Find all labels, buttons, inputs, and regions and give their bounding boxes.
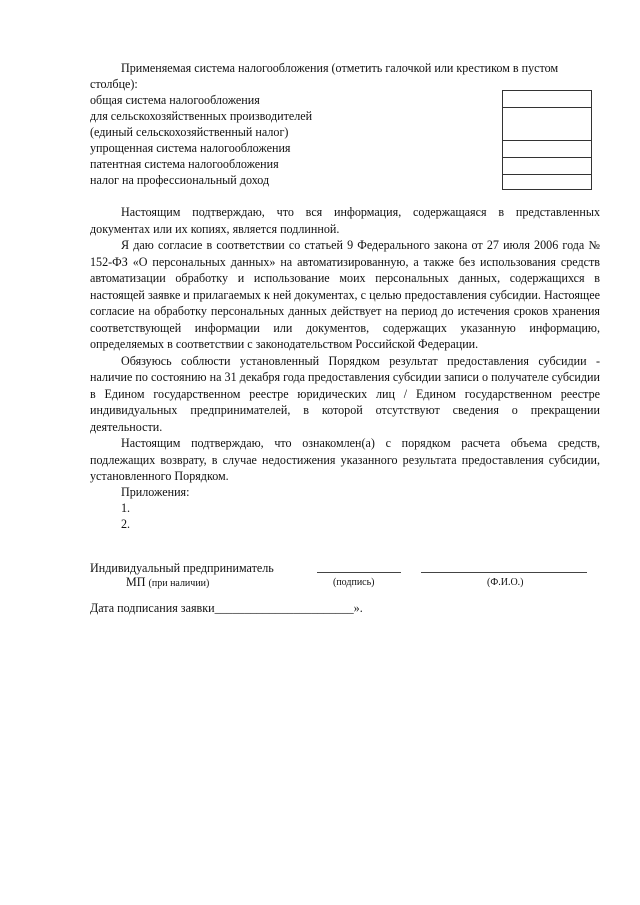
acknowledgement-paragraph: Настоящим подтверждаю, что ознакомлен(а) с порядком расчета объема средств, подлежащих возврату, в случае недостижения указанного результата предоставления субсидии, установленного Порядком.: [90, 436, 600, 483]
tax-checkbox-patent[interactable]: [503, 158, 592, 175]
stamp-note: (при наличии): [148, 578, 210, 589]
tax-checkbox-simplified[interactable]: [503, 141, 592, 158]
signature-caption: (подпись): [333, 577, 375, 588]
signing-date-suffix: ».: [353, 601, 363, 615]
stamp-label: МП: [126, 575, 146, 589]
tax-option-professional: налог на профессиональный доход: [90, 173, 270, 187]
tax-checkbox-general[interactable]: [503, 91, 592, 108]
tax-option-agri-note: (единый сельскохозяйственный налог): [90, 125, 289, 139]
tax-option-patent: патентная система налогообложения: [90, 157, 279, 171]
attachments-title: Приложения:: [121, 485, 190, 499]
signing-date-row: [90, 600, 363, 617]
tax-checkbox-table: [502, 90, 592, 190]
tax-checkbox-agri[interactable]: [503, 108, 592, 141]
tax-option-agri: для сельскохозяйственных производителей: [90, 109, 313, 123]
consent-paragraph: Я даю согласие в соответствии со статьей 9 Федерального закона от 27 июля 2006 года № 152-ФЗ «О персональных данных» на автоматизированную, а также без использования средств автоматизации обработку и использование моих персональных данных, содержащихся в настоящей заявке и прилагаемых к ней документах, с целью предоставления субсидии. Настоящее согласие на обработку персональных данных действует на период до истечения сроков хранения соответствующей информации или документов, содержащих указанную информацию, определяемых в соответствии с законодательством Российской Федерации.: [90, 238, 600, 351]
fullname-line[interactable]: [421, 572, 587, 573]
tax-checkbox-professional[interactable]: [503, 175, 592, 190]
declarations-block: [90, 204, 600, 485]
attachment-item-1: 1.: [121, 501, 131, 515]
attachment-item-2: 2.: [121, 517, 131, 531]
obligation-paragraph: Обязуюсь соблюсти установленный Порядком результат предоставления субсидии - наличие по состоянию на 31 декабря года предоставления субсидии записи о получателе субсидии в Едином государственном реестре юридических лиц / Едином государственном реестре индивидуальных предпринимателей, в которой отсутствуют сведения о прекращении деятельности.: [90, 353, 600, 434]
signing-date-label: Дата подписания заявки: [90, 601, 215, 615]
tax-intro-line2: столбце):: [90, 77, 138, 91]
tax-intro-line1: Применяемая система налогообложения (отметить галочкой или крестиком в пустом: [121, 61, 559, 75]
signatory-role: Индивидуальный предприниматель: [90, 561, 274, 575]
signature-line[interactable]: [317, 572, 401, 573]
authenticity-paragraph: Настоящим подтверждаю, что вся информация, содержащаяся в представленных документах или их копиях, является подлинной.: [90, 205, 600, 236]
tax-option-simplified: упрощенная система налогообложения: [90, 141, 291, 155]
fullname-caption: (Ф.И.О.): [487, 577, 524, 588]
stamp-label-group: [126, 574, 209, 593]
tax-option-general: общая система налогообложения: [90, 93, 260, 107]
signing-date-field[interactable]: _______________________: [214, 601, 354, 615]
